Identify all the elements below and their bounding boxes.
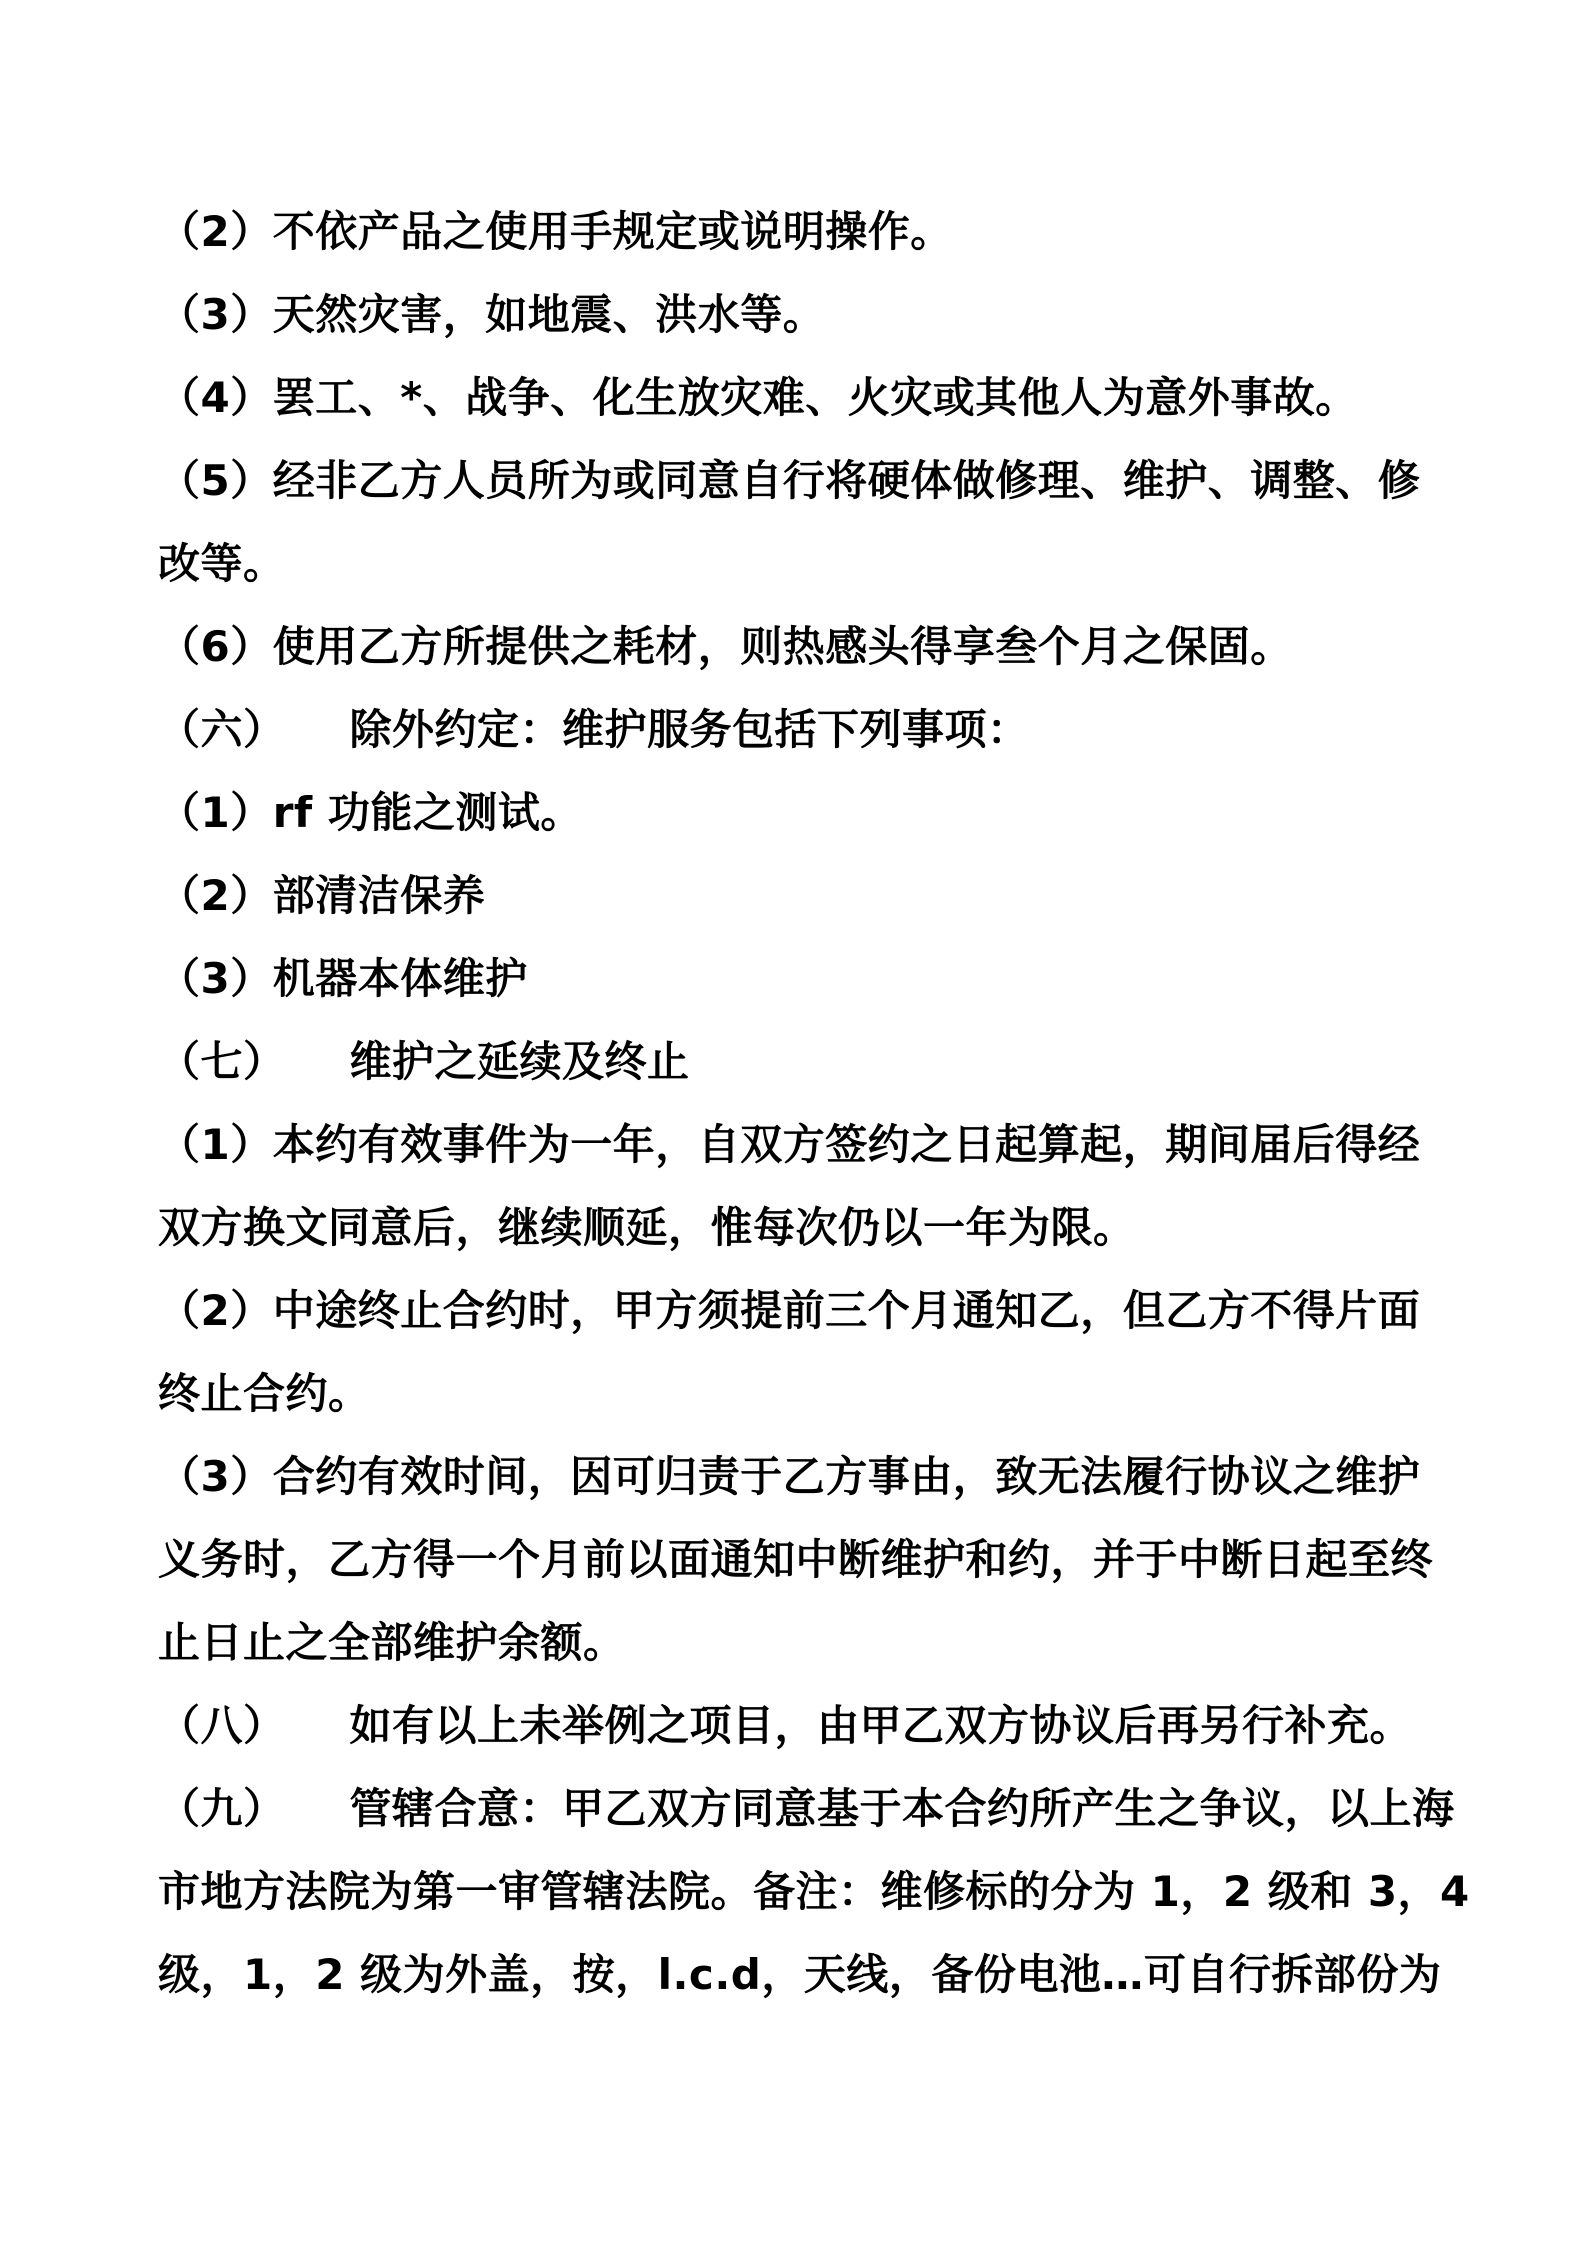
document-line: （1）rf 功能之测试。 bbox=[158, 788, 583, 837]
document-line: 义务时，乙方得一个月前以面通知中断维护和约，并于中断日起至终 bbox=[158, 1535, 1434, 1584]
document-line: （七） 维护之延续及终止 bbox=[158, 1037, 690, 1086]
document-line: 终止合约。 bbox=[158, 1369, 371, 1418]
document-line: 双方换文同意后，继续顺延，惟每次仍以一年为限。 bbox=[158, 1203, 1136, 1252]
document-line: （3）合约有效时间，因可归责于乙方事由，致无法履行协议之维护 bbox=[158, 1452, 1421, 1501]
document-line: （3）机器本体维护 bbox=[158, 954, 528, 1003]
document-line: （六） 除外约定：维护服务包括下列事项： bbox=[158, 705, 1030, 754]
document-line: （5）经非乙方人员所为或同意自行将硬体做修理、维护、调整、修 bbox=[158, 456, 1421, 505]
document-line: 改等。 bbox=[158, 539, 286, 588]
document-body bbox=[158, 190, 1470, 2016]
document-line: 市地方法院为第一审管辖法院。备注：维修标的分为 1，2 级和 3，4 bbox=[158, 1867, 1470, 1916]
document-line: （4）罢工、*、战争、化生放灾难、火灾或其他人为意外事故。 bbox=[158, 373, 1358, 422]
document-line: （2）不依产品之使用手规定或说明操作。 bbox=[158, 207, 953, 256]
document-line: （2）中途终止合约时，甲方须提前三个月通知乙，但乙方不得片面 bbox=[158, 1286, 1421, 1335]
document-line: 止日止之全部维护余额。 bbox=[158, 1618, 626, 1667]
document-line: （2）部清洁保养 bbox=[158, 871, 486, 920]
document-line: 级，1，2 级为外盖，按，l.c.d，天线，备份电池…可自行拆部份为 bbox=[158, 1950, 1442, 1999]
document-line: （3）天然灾害，如地震、洪水等。 bbox=[158, 290, 826, 339]
document-line: （八） 如有以上未举例之项目，由甲乙双方协议后再另行补充。 bbox=[158, 1701, 1413, 1750]
document-line: （九） 管辖合意：甲乙双方同意基于本合约所产生之争议，以上海 bbox=[158, 1784, 1455, 1833]
document-line: （6）使用乙方所提供之耗材，则热感头得享叁个月之保固。 bbox=[158, 622, 1293, 671]
document-line: （1）本约有效事件为一年，自双方签约之日起算起，期间届后得经 bbox=[158, 1120, 1421, 1169]
